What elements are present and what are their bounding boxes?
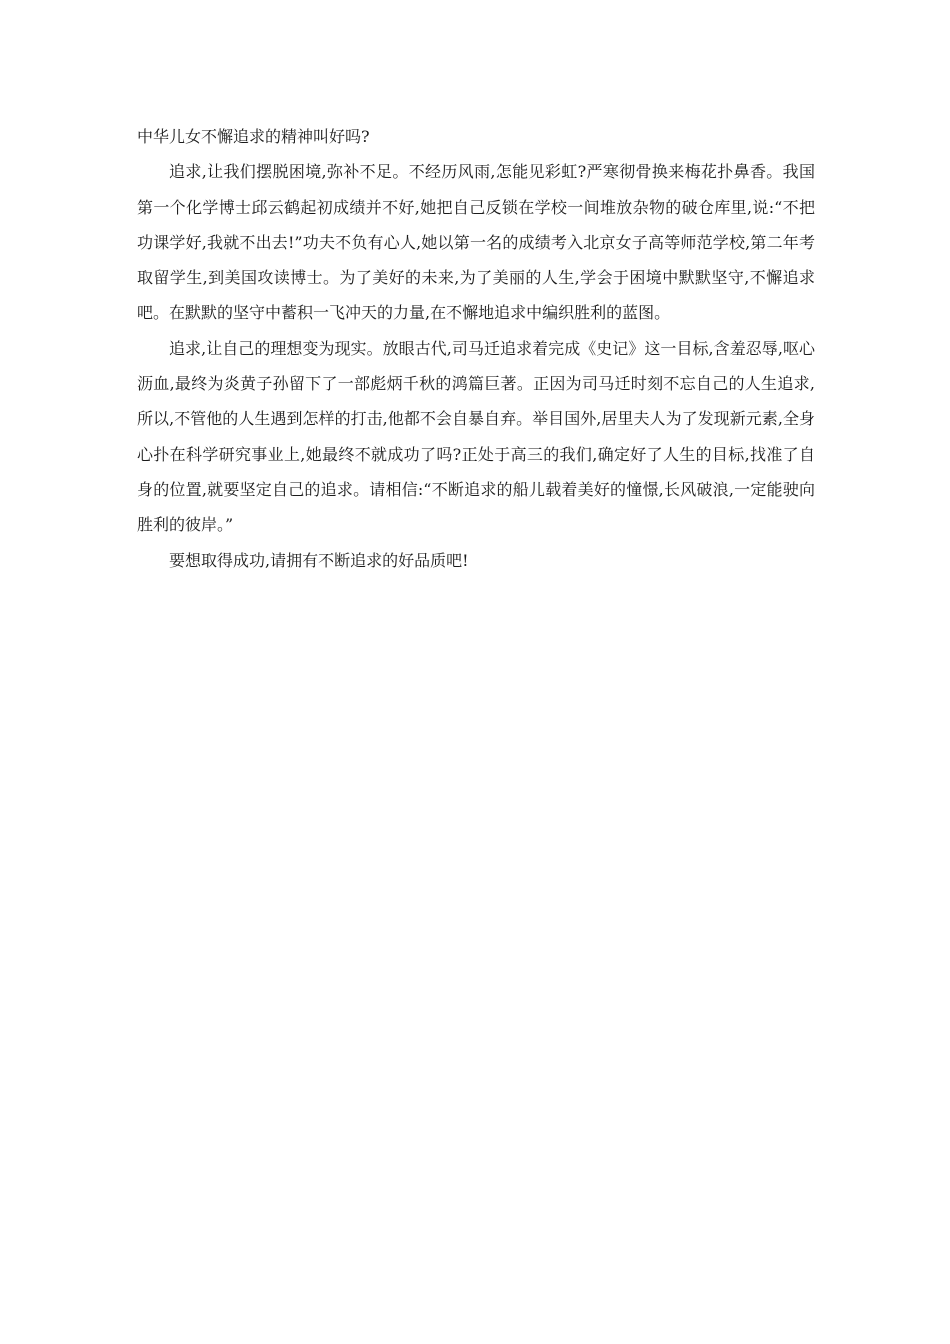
essay-body <box>137 119 815 578</box>
paragraph-continuation: 中华儿女不懈追求的精神叫好吗? <box>137 127 370 146</box>
paragraph-qiu-yunhe: 追求,让我们摆脱困境,弥补不足。不经历风雨,怎能见彩虹?严寒彻骨换来梅花扑鼻香。我国第一个化学博士邱云鹤起初成绩并不好,她把自己反锁在学校一间堆放杂物的破仓库里,说:“不把功课学好,我就不出去!”功夫不负有心人,她以第一名的成绩考入北京女子高等师范学校,第二年考取留学生,到美国攻读博士。为了美好的未来,为了美丽的人生,学会于困境中默默坚守,不懈追求吧。在默默的坚守中蓄积一飞冲天的力量,在不懈地追求中编织胜利的蓝图。 <box>137 162 815 323</box>
paragraph-sima-qian: 追求,让自己的理想变为现实。放眼古代,司马迁追求着完成《史记》这一目标,含羞忍辱,呕心沥血,最终为炎黄子孙留下了一部彪炳千秋的鸿篇巨著。正因为司马迁时刻不忘自己的人生追求,所以,不管他的人生遇到怎样的打击,他都不会自暴自弃。举目国外,居里夫人为了发现新元素,全身心扑在科学研究事业上,她最终不就成功了吗?正处于高三的我们,确定好了人生的目标,找准了自身的位置,就要坚定自己的追求。请相信:“不断追求的船儿载着美好的憧憬,长风破浪,一定能驶向胜利的彼岸。” <box>137 338 815 535</box>
paragraph-conclusion: 要想取得成功,请拥有不断追求的好品质吧! <box>169 550 469 570</box>
